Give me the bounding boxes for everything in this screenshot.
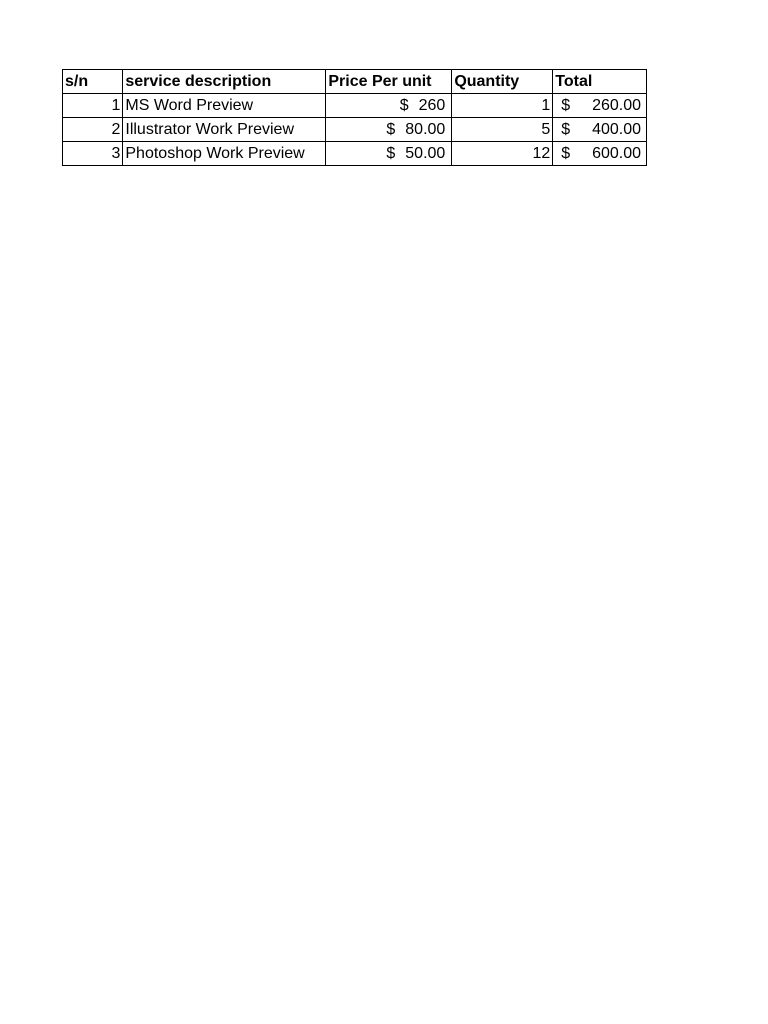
total-value bbox=[555, 118, 644, 141]
price-currency: $ bbox=[386, 121, 396, 138]
cell-quantity: 5 bbox=[452, 118, 553, 142]
price-value bbox=[328, 142, 449, 165]
cell-total bbox=[553, 94, 647, 118]
header-sn: s/n bbox=[63, 70, 123, 94]
header-price-per-unit: Price Per unit bbox=[326, 70, 452, 94]
total-value bbox=[555, 142, 644, 165]
price-value bbox=[328, 94, 449, 117]
header-total: Total bbox=[553, 70, 647, 94]
cell-description: Illustrator Work Preview bbox=[123, 118, 326, 142]
cell-sn: 1 bbox=[63, 94, 123, 118]
price-amount: 50.00 bbox=[405, 145, 446, 162]
services-sheet bbox=[62, 69, 647, 166]
cell-sn: 2 bbox=[63, 118, 123, 142]
cell-price bbox=[326, 142, 452, 166]
price-currency: $ bbox=[386, 145, 396, 162]
table-row bbox=[63, 142, 647, 166]
header-quantity: Quantity bbox=[452, 70, 553, 94]
table-header bbox=[63, 70, 647, 94]
total-currency: $ bbox=[561, 145, 571, 162]
cell-quantity: 12 bbox=[452, 142, 553, 166]
table-row bbox=[63, 118, 647, 142]
cell-price bbox=[326, 94, 452, 118]
services-table bbox=[62, 69, 647, 166]
header-row bbox=[63, 70, 647, 94]
price-currency: $ bbox=[399, 97, 409, 114]
cell-sn: 3 bbox=[63, 142, 123, 166]
total-value bbox=[555, 94, 644, 117]
total-amount: 600.00 bbox=[592, 145, 641, 162]
header-service-description: service description bbox=[123, 70, 326, 94]
cell-quantity: 1 bbox=[452, 94, 553, 118]
total-currency: $ bbox=[561, 121, 571, 138]
price-amount: 260 bbox=[418, 97, 446, 114]
total-currency: $ bbox=[561, 97, 571, 114]
table-body bbox=[63, 94, 647, 166]
total-amount: 260.00 bbox=[592, 97, 641, 114]
price-value bbox=[328, 118, 449, 141]
cell-description: MS Word Preview bbox=[123, 94, 326, 118]
cell-price bbox=[326, 118, 452, 142]
price-amount: 80.00 bbox=[405, 121, 446, 138]
table-row bbox=[63, 94, 647, 118]
cell-total bbox=[553, 118, 647, 142]
total-amount: 400.00 bbox=[592, 121, 641, 138]
cell-total bbox=[553, 142, 647, 166]
cell-description: Photoshop Work Preview bbox=[123, 142, 326, 166]
